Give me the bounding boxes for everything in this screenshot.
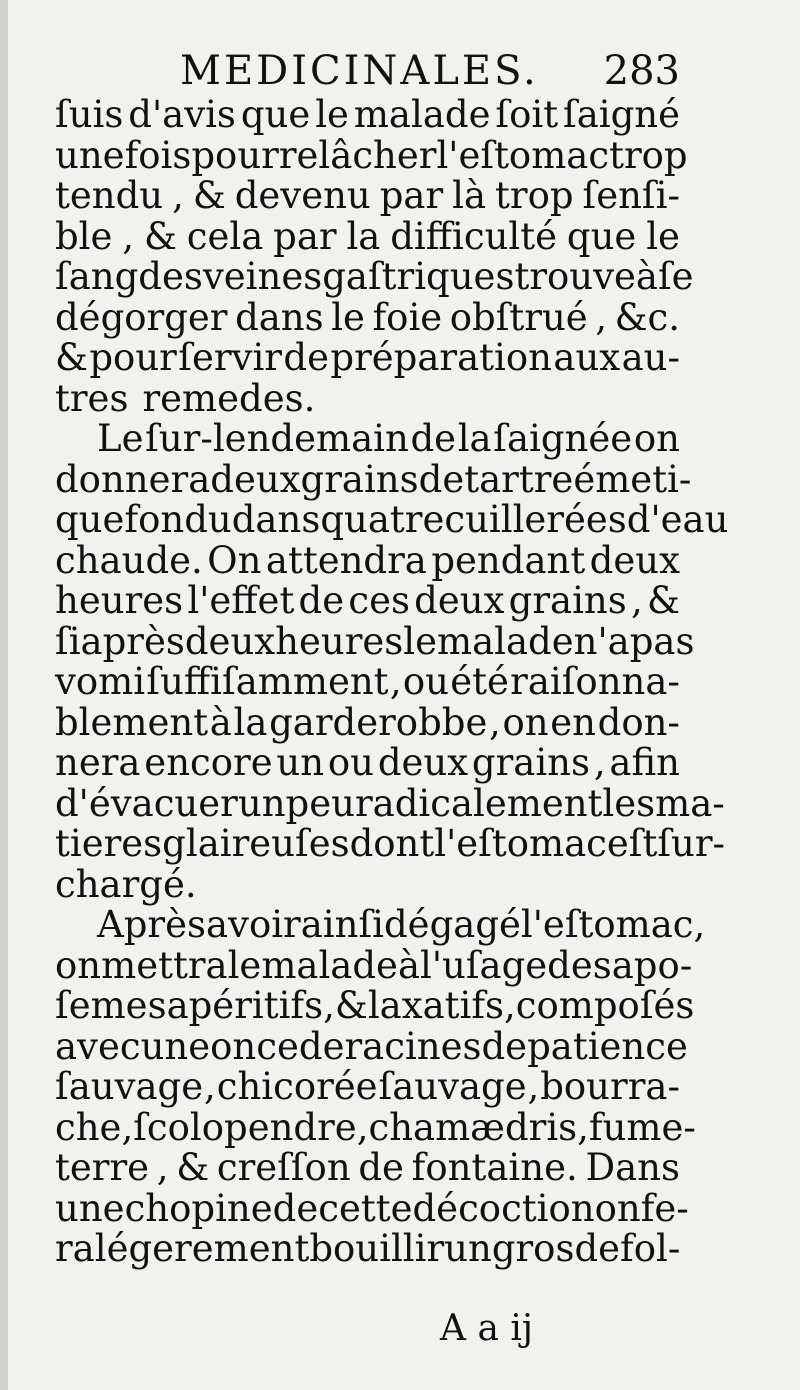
body-text — [55, 93, 729, 1270]
text-line: blement à la garderobbe , on en don- — [55, 700, 680, 744]
text-line: Le ſur-lendemain de la ſaignée on — [97, 417, 680, 460]
text-line: chaude. On attendra pendant deux — [55, 538, 680, 582]
text-line: dégorger dans le foie obſtrué , &c. — [55, 295, 680, 339]
text-line: une chopine de cette décoction on fe- — [55, 1186, 689, 1230]
text-line: terre , & creſſon de fontaine. Dans — [55, 1146, 680, 1189]
text-line: ſang des veines gaſtriques trouve à ſe — [55, 255, 694, 298]
text-line: donnera deux grains de tartre émeti- — [55, 457, 692, 501]
text-line: que fondu dans quatre cuillerées d'eau — [55, 498, 729, 541]
text-line: nera encore un ou deux grains , afin — [55, 741, 680, 784]
text-line: tres remedes. — [55, 376, 316, 420]
text-line: une fois pour relâcher l'eſtomac trop — [55, 133, 688, 177]
text-line: ſuis d'avis que le malade ſoit ſaigné — [55, 93, 680, 136]
text-line: on mettra le malade à l'uſage des apo- — [55, 943, 693, 987]
signature-mark: A a ij — [440, 1308, 534, 1349]
text-line: ſemes apéritifs , & laxatifs , compoſés — [55, 984, 695, 1027]
text-line: heures l'effet de ces deux grains , & — [55, 579, 680, 622]
text-line: Après avoir ainſi dégagé l'eſtomac, — [97, 903, 706, 946]
text-line: tieres glaireuſes dont l'eſtomac eſt ſur- — [55, 822, 726, 865]
running-head: MEDICINALES. — [180, 48, 539, 94]
page-number: 283 — [603, 48, 680, 94]
text-line: ſauvage , chicorée ſauvage , bourra- — [55, 1065, 680, 1108]
text-line: ble , & cela par la difficulté que le — [55, 214, 680, 258]
text-line: avec une once de racines de patience — [55, 1024, 688, 1068]
text-line: che , ſcolopendre , chamædris , fume- — [55, 1105, 696, 1149]
text-line: vomi ſuffiſamment , ou été raiſonna- — [55, 660, 680, 703]
text-line: & pour ſervir de préparation aux au- — [55, 336, 680, 379]
text-line: d'évacuer un peu radicalement les ma- — [55, 781, 725, 825]
text-line: tendu , & devenu par là trop ſenſi- — [55, 174, 680, 217]
page-edge — [0, 0, 8, 1390]
text-line: ra légerement bouillir un gros de fol- — [55, 1227, 681, 1270]
text-line: ſi après deux heures le malade n'a pas — [55, 619, 695, 663]
text-line: chargé. — [55, 862, 197, 906]
